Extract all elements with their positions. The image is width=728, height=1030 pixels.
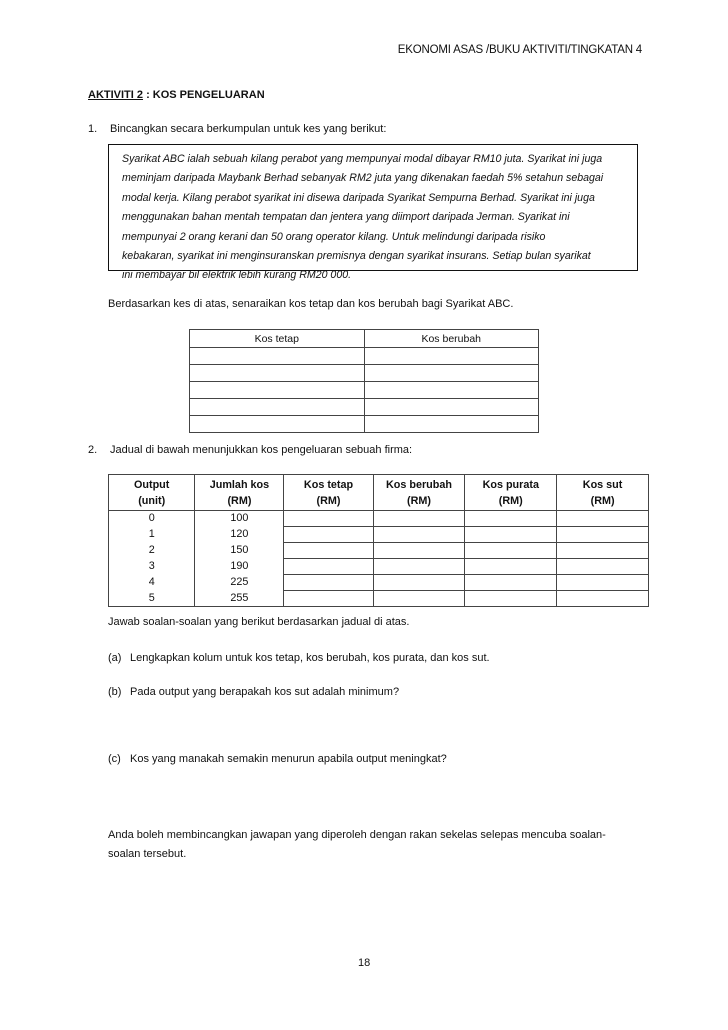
output-cell: 3: [109, 559, 195, 575]
case-line: modal kerja. Kilang perabot syarikat ini disewa daripada Syarikat Sempurna Berhad. Syarikat ini juga: [122, 191, 595, 204]
question-2-text: Jadual di bawah menunjukkan kos pengeluaran sebuah firma:: [110, 444, 413, 456]
total-cost-cell: 190: [195, 559, 284, 575]
case-line: menggunakan bahan mentah tempatan dan jentera yang diimport daripada Jerman. Syarikat ini: [122, 211, 570, 224]
answer-cell[interactable]: [465, 543, 557, 559]
table-row: [109, 591, 649, 607]
total-cost-cell: 255: [195, 591, 284, 607]
answer-cell[interactable]: [557, 575, 649, 591]
subquestion-a-text: Lengkapkan kolum untuk kos tetap, kos berubah, kos purata, dan kos sut.: [130, 652, 490, 664]
header-output: Output (unit): [109, 475, 195, 511]
output-cell: 0: [109, 511, 195, 527]
subquestion-c-label: (c): [108, 753, 121, 765]
table-row: [109, 511, 649, 527]
header-kos-tetap: Kos tetap (RM): [284, 475, 373, 511]
answer-cell[interactable]: [373, 559, 465, 575]
header-jumlah-kos: Jumlah kos (RM): [195, 475, 284, 511]
answer-cell[interactable]: [465, 527, 557, 543]
output-cell: 5: [109, 591, 195, 607]
answer-cell[interactable]: [284, 575, 373, 591]
answer-cell[interactable]: [364, 365, 539, 382]
table-row: [109, 575, 649, 591]
header-kos-berubah: Kos berubah (RM): [373, 475, 465, 511]
answer-cell[interactable]: [557, 527, 649, 543]
subquestion-b-text: Pada output yang berapakah kos sut adalah minimum?: [130, 686, 400, 698]
answer-cell[interactable]: [557, 591, 649, 607]
answer-cell[interactable]: [364, 399, 539, 416]
case-line: meminjam daripada Maybank Berhad sebanyak RM2 juta yang dikenakan faedah 5% setahun sebagai: [122, 172, 604, 185]
answer-cell[interactable]: [190, 365, 365, 382]
total-cost-cell: 225: [195, 575, 284, 591]
question-1-text: Bincangkan secara berkumpulan untuk kes yang berikut:: [110, 123, 387, 135]
answer-cell[interactable]: [373, 527, 465, 543]
case-line: ini membayar bil elektrik lebih kurang RM20 000.: [122, 269, 352, 282]
table-row: [109, 559, 649, 575]
output-cell: 1: [109, 527, 195, 543]
activity-topic: : KOS PENGELUARAN: [143, 89, 265, 101]
page-number: 18: [358, 957, 371, 969]
answer-cell[interactable]: [364, 382, 539, 399]
case-line: kebakaran, syarikat ini menginsuranskan premisnya dengan syarikat insurans. Setiap bulan syarikat: [122, 250, 591, 263]
case-line: Syarikat ABC ialah sebuah kilang perabot yang mempunyai modal dibayar RM10 juta. Syarikat ini juga: [122, 153, 603, 165]
answer-cell[interactable]: [465, 575, 557, 591]
question-2-number: 2.: [88, 444, 98, 456]
activity-title: [88, 89, 265, 101]
answer-cell[interactable]: [190, 382, 365, 399]
subquestion-c-text: Kos yang manakah semakin menurun apabila output meningkat?: [130, 753, 447, 765]
closing-note: [108, 826, 641, 864]
total-cost-cell: 100: [195, 511, 284, 527]
answer-cell[interactable]: [190, 416, 365, 433]
answer-cell[interactable]: [465, 511, 557, 527]
answer-cell[interactable]: [557, 559, 649, 575]
closing-line: Anda boleh membincangkan jawapan yang diperoleh dengan rakan sekelas selepas mencuba soalan-: [108, 829, 606, 841]
page-header: EKONOMI ASAS /BUKU AKTIVITI/TINGKATAN 4: [397, 44, 642, 56]
answer-cell[interactable]: [557, 543, 649, 559]
answer-cell[interactable]: [284, 591, 373, 607]
answer-cell[interactable]: [190, 348, 365, 365]
case-line: mempunyai 2 orang kerani dan 50 orang operator kilang. Untuk melindungi daripada risiko: [122, 230, 546, 243]
closing-line: soalan tersebut.: [108, 848, 187, 860]
table-row: [109, 543, 649, 559]
header-kos-berubah: Kos berubah: [364, 330, 539, 348]
output-cell: 2: [109, 543, 195, 559]
answer-cell[interactable]: [364, 416, 539, 433]
activity-label: AKTIVITI 2: [88, 89, 144, 101]
answer-cell[interactable]: [557, 511, 649, 527]
case-study-box: [108, 144, 638, 282]
production-cost-table: [108, 474, 649, 607]
answer-cell[interactable]: [373, 575, 465, 591]
answer-cell[interactable]: [373, 591, 465, 607]
answer-cell[interactable]: [465, 559, 557, 575]
answer-cell[interactable]: [190, 399, 365, 416]
answer-cell[interactable]: [284, 543, 373, 559]
output-cell: 4: [109, 575, 195, 591]
header-kos-tetap: Kos tetap: [190, 330, 365, 348]
header-kos-purata: Kos purata (RM): [465, 475, 557, 511]
answer-cell[interactable]: [465, 591, 557, 607]
table-row: [109, 527, 649, 543]
total-cost-cell: 150: [195, 543, 284, 559]
answer-cell[interactable]: [284, 559, 373, 575]
header-kos-sut: Kos sut (RM): [557, 475, 649, 511]
question-1-number: 1.: [88, 123, 98, 135]
question-1-instruction: Berdasarkan kes di atas, senaraikan kos tetap dan kos berubah bagi Syarikat ABC.: [108, 298, 514, 310]
fixed-variable-cost-table: [189, 329, 539, 433]
total-cost-cell: 120: [195, 527, 284, 543]
answer-cell[interactable]: [364, 348, 539, 365]
subquestion-b-label: (b): [108, 686, 122, 698]
answer-cell[interactable]: [373, 511, 465, 527]
answer-cell[interactable]: [284, 527, 373, 543]
answer-cell[interactable]: [284, 511, 373, 527]
answer-cell[interactable]: [373, 543, 465, 559]
subquestion-a-label: (a): [108, 652, 122, 664]
answer-intro: Jawab soalan-soalan yang berikut berdasarkan jadual di atas.: [108, 616, 410, 628]
